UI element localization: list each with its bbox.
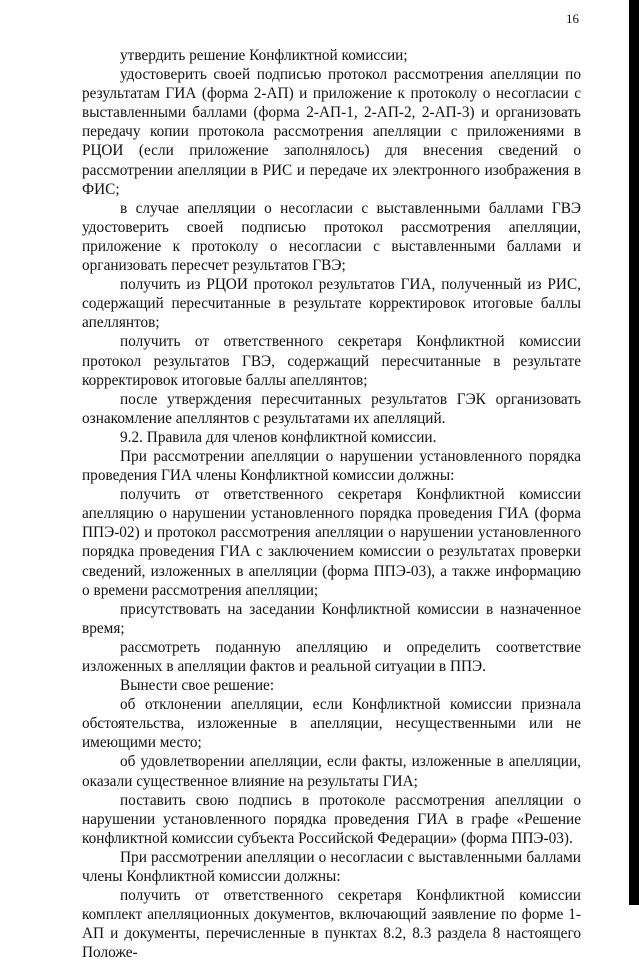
page-number: 16: [566, 11, 579, 26]
paragraph: об отклонении апелляции, если Конфликтной комиссии признала обстоятельства, изложенные в апелляции, несущественными или не имеющими место;: [82, 696, 581, 752]
paragraph: получить из РЦОИ протокол результатов ГИА, полученный из РИС, содержащий пересчитанные в результате корректировок итоговые баллы апеллянтов;: [82, 276, 581, 332]
paragraph: получить от ответственного секретаря Конфликтной комиссии протокол результатов ГВЭ, содержащий пересчитанные в результате корректировок итоговые баллы апеллянтов;: [82, 333, 581, 389]
body-text: [82, 46, 581, 963]
paragraph: после утверждения пересчитанных результатов ГЭК организовать ознакомление апеллянтов с результатами их апелляций.: [82, 390, 581, 427]
paragraph: удостоверить своей подписью протокол рассмотрения апелляции по результатам ГИА (форма 2-АП) и приложение к протоколу о несогласии с выставленными баллами (форма 2-АП-1, 2-АП-2, 2-АП-3) и организовать передачу копии протокола рассмотрения апелляции с приложениями в РЦОИ (если приложение заполнялось) для внесения сведений о рассмотрении апелляции в РИС и передаче их электронного изображения в ФИС;: [82, 66, 581, 198]
section-heading: 9.2. Правила для членов конфликтной комиссии.: [120, 428, 437, 446]
paragraph: присутствовать на заседании Конфликтной комиссии в назначенное время;: [82, 600, 581, 637]
paragraph: в случае апелляции о несогласии с выставленными баллами ГВЭ удостоверить своей подписью протокол рассмотрения апелляции, приложение к протоколу о несогласии с выставленными баллами и организовать пересчет результатов ГВЭ;: [82, 199, 581, 275]
paragraph: Вынести свое решение:: [120, 677, 275, 695]
paragraph: поставить свою подпись в протоколе рассмотрения апелляции о нарушении установленного порядка проведения ГИА в графе «Решение конфликтной комиссии субъекта Российской Федерации» (форма ППЭ-03).: [82, 791, 581, 847]
paragraph: об удовлетворении апелляции, если факты, изложенные в апелляции, оказали существенное влияние на результаты ГИА;: [82, 753, 581, 790]
paragraph: При рассмотрении апелляции о несогласии с выставленными баллами члены Конфликтной комиссии должны:: [82, 848, 581, 886]
scan-edge: [629, 0, 639, 905]
paragraph: получить от ответственного секретаря Конфликтной комиссии комплект апелляционных документов, включающий заявление по форме 1-АП и документы, перечисленные в пунктах 8.2, 8.3 раздела 8 настоящего Положе-: [82, 887, 581, 962]
paragraph: При рассмотрении апелляции о нарушении установленного порядка проведения ГИА члены Конфликтной комиссии должны:: [82, 447, 581, 485]
paragraph: получить от ответственного секретаря Конфликтной комиссии апелляцию о нарушении установленного порядка проведения ГИА (форма ППЭ-02) и протокол рассмотрения апелляции о нарушении установленного порядка проведения ГИА с заключением комиссии о результатах проверки сведений, изложенных в апелляции (форма ППЭ-03), а также информацию о времени рассмотрения апелляции;: [82, 486, 581, 599]
paragraph: рассмотреть поданную апелляцию и определить соответствие изложенных в апелляции фактов и реальной ситуации в ППЭ.: [82, 638, 581, 675]
paragraph: утвердить решение Конфликтной комиссии;: [120, 47, 408, 64]
